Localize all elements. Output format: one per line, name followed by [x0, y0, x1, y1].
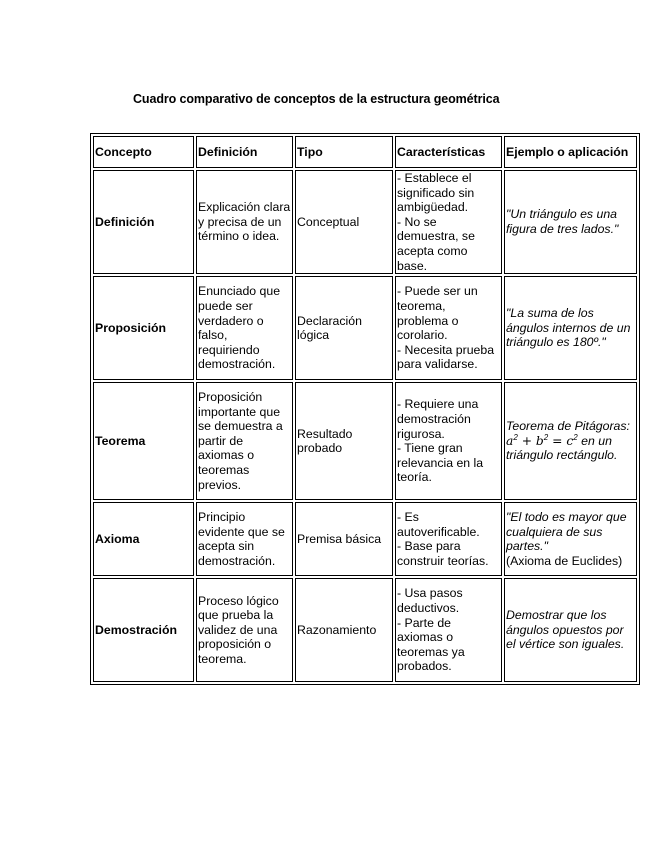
- example-text: "El todo es mayor que cualquiera de sus partes.": [506, 509, 627, 554]
- math-plus: +: [517, 433, 536, 448]
- example-text: Teorema de Pitágoras:: [506, 419, 630, 434]
- example-note: (Axioma de Euclides): [506, 553, 623, 568]
- math-equals: =: [548, 433, 567, 448]
- example-cell: Demostrar que los ángulos opuestos por el vértice son iguales.: [504, 578, 637, 682]
- type-cell: Resultado probado: [295, 382, 393, 500]
- example-cell: "Un triángulo es una figura de tres lados.": [504, 170, 637, 274]
- characteristic-item: - Requiere una demostración rigurosa.: [397, 397, 479, 441]
- characteristic-item: - Puede ser un teorema, problema o corolario.: [397, 284, 478, 343]
- table-row: [93, 170, 637, 274]
- math-b: b: [535, 433, 544, 448]
- characteristic-item: - No se demuestra, se acepta como base.: [397, 214, 475, 273]
- example-cell: [504, 382, 637, 500]
- characteristic-item: - Parte de axiomas o teoremas ya probados.: [397, 615, 465, 674]
- type-cell: Razonamiento: [295, 578, 393, 682]
- definition-cell: Explicación clara y precisa de un término o idea.: [196, 170, 293, 274]
- header-concept: Concepto: [93, 136, 194, 168]
- table-header-row: [93, 136, 637, 168]
- type-cell: Premisa básica: [295, 502, 393, 576]
- example-cell: "La suma de los ángulos internos de un triángulo es 180º.": [504, 276, 637, 380]
- characteristic-item: - Usa pasos deductivos.: [397, 586, 463, 615]
- characteristics-cell: [395, 382, 502, 500]
- header-characteristics: Características: [395, 136, 502, 168]
- table-row: [93, 276, 637, 380]
- concept-cell: Axioma: [93, 502, 194, 576]
- header-type: Tipo: [295, 136, 393, 168]
- characteristics-cell: [395, 502, 502, 576]
- exponent: 2: [573, 432, 578, 442]
- definition-cell: Enunciado que puede ser verdadero o falso, requiriendo demostración.: [196, 276, 293, 380]
- definition-cell: Proceso lógico que prueba la validez de una proposición o teorema.: [196, 578, 293, 682]
- example-cell: [504, 502, 637, 576]
- concept-cell: Proposición: [93, 276, 194, 380]
- table-row: [93, 382, 637, 500]
- header-definition: Definición: [196, 136, 293, 168]
- characteristic-item: - Tiene gran relevancia en la teoría.: [397, 441, 484, 485]
- characteristics-cell: [395, 276, 502, 380]
- header-example: Ejemplo o aplicación: [504, 136, 637, 168]
- definition-cell: Principio evidente que se acepta sin demostración.: [196, 502, 293, 576]
- math-c: c: [566, 433, 574, 448]
- type-cell: Conceptual: [295, 170, 393, 274]
- table-row: [93, 502, 637, 576]
- characteristic-item: - Necesita prueba para validarse.: [397, 342, 495, 372]
- concept-cell: Teorema: [93, 382, 194, 500]
- characteristic-item: - Base para construir teorías.: [397, 539, 489, 568]
- characteristic-item: - Es autoverificable.: [397, 509, 480, 539]
- page-title: Cuadro comparativo de conceptos de la estructura geométrica: [133, 92, 500, 106]
- exponent: 2: [513, 432, 518, 442]
- exponent: 2: [543, 432, 549, 442]
- characteristics-cell: [395, 578, 502, 682]
- comparison-table: [90, 133, 640, 685]
- concept-cell: Demostración: [93, 578, 194, 682]
- concept-cell: Definición: [93, 170, 194, 274]
- example-text: en un triángulo rectángulo.: [506, 433, 618, 463]
- characteristic-item: - Establece el significado sin ambigüedad.: [397, 171, 475, 215]
- definition-cell: Proposición importante que se demuestra a partir de axiomas o teoremas previos.: [196, 382, 293, 500]
- characteristics-cell: [395, 170, 502, 274]
- type-cell: Declaración lógica: [295, 276, 393, 380]
- math-a: a: [506, 433, 514, 448]
- table-row: [93, 578, 637, 682]
